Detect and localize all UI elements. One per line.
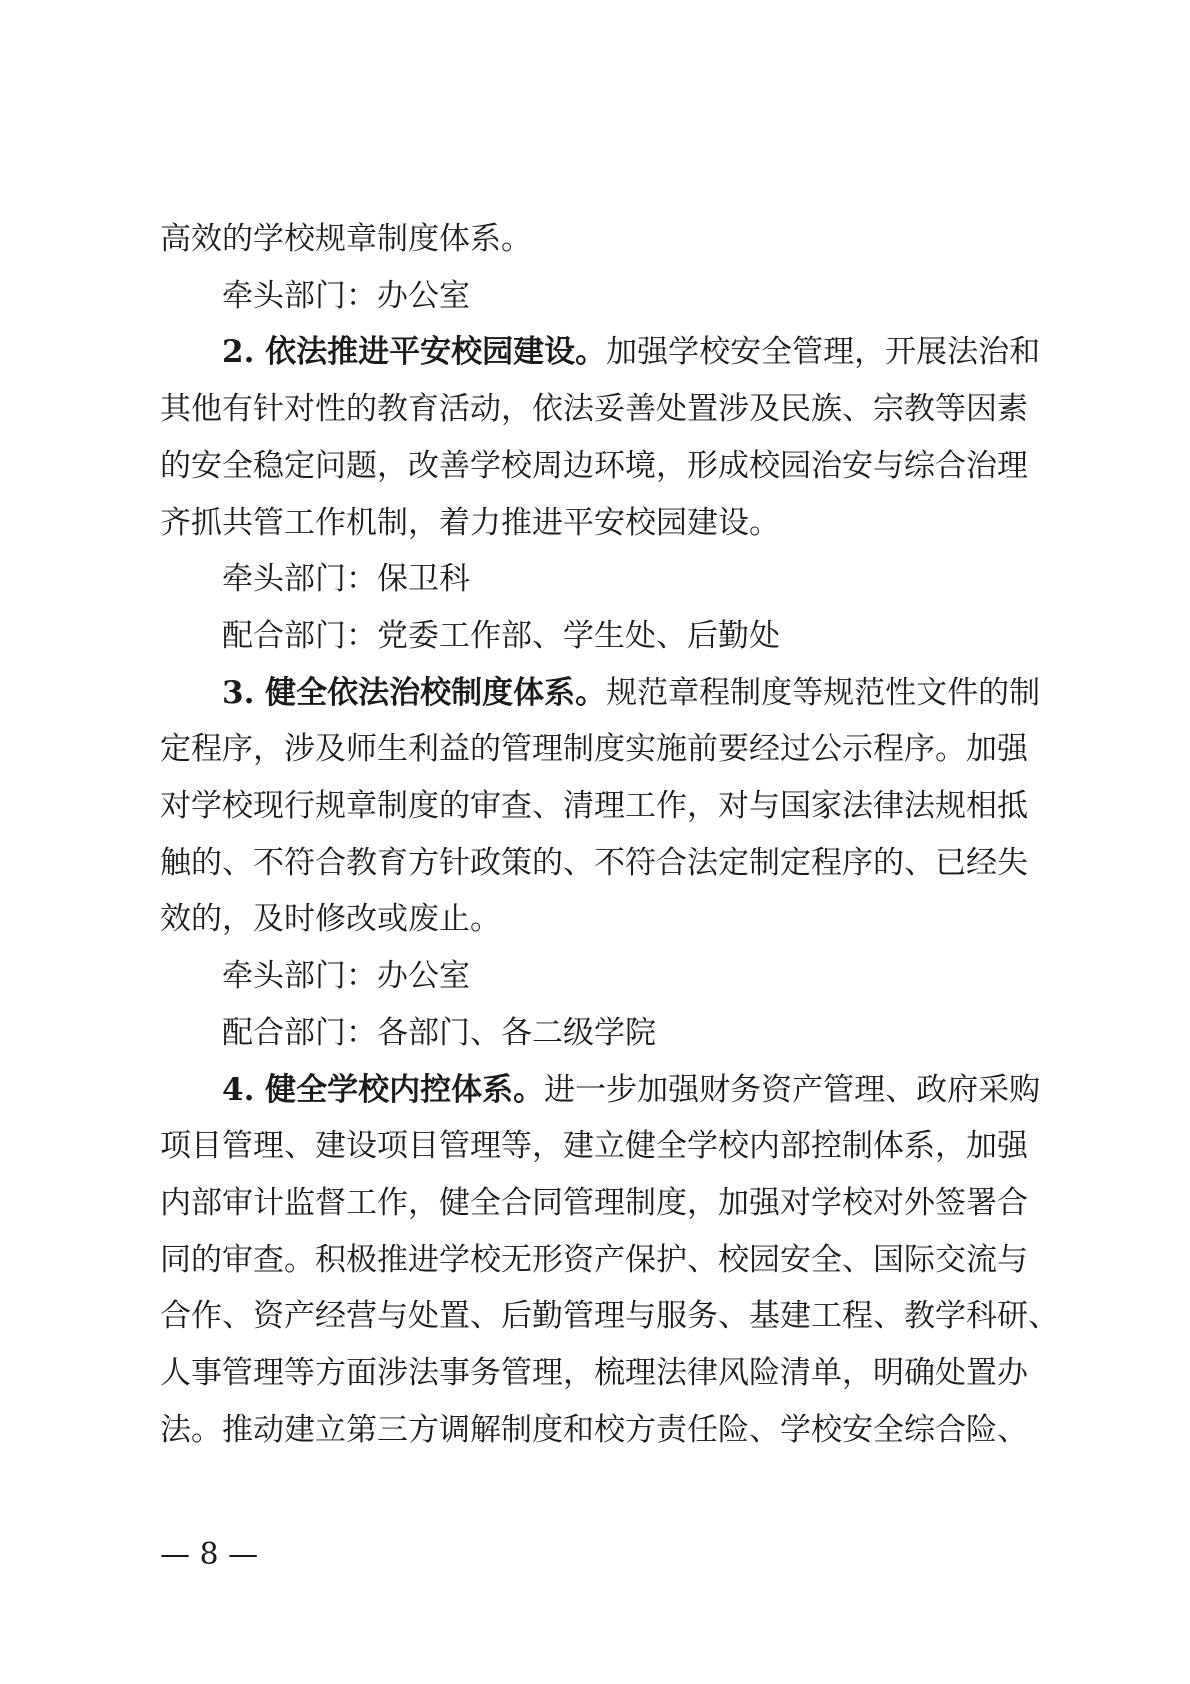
lead-departments: 牵头部门：办公室 <box>222 958 470 995</box>
text-line: 触的、不符合教育方针政策的、不符合法定制定程序的、已经失 <box>160 844 1028 881</box>
item-paragraph <box>160 1062 1059 1459</box>
text-line: 项目管理、建设项目管理等，建立健全学校内部控制体系，加强 <box>160 1128 1028 1165</box>
item-paragraph <box>160 665 1041 949</box>
item-3 <box>160 665 1041 1062</box>
text-line: 定程序，涉及师生利益的管理制度实施前要经过公示程序。加强 <box>160 731 1028 768</box>
text-line: 同的审查。积极推进学校无形资产保护、校园安全、国际交流与 <box>160 1241 1028 1278</box>
document-body <box>160 211 1059 1458</box>
text-line: 内部审计监督工作，健全合同管理制度，加强对学校对外签署合 <box>160 1184 1028 1221</box>
cooperating-departments: 配合部门：党委工作部、学生处、后勤处 <box>222 617 780 654</box>
item-4 <box>160 1062 1059 1459</box>
text-line: 的安全稳定问题，改善学校周边环境，形成校园治安与综合治理 <box>160 447 1028 484</box>
item-heading: 3. 健全依法治校制度体系。 <box>222 674 607 711</box>
lead-departments: 牵头部门：保卫科 <box>222 561 470 598</box>
item-heading: 2. 依法推进平安校园建设。 <box>222 334 607 371</box>
lead-departments: 牵头部门：办公室 <box>222 277 470 314</box>
page-number: — 8 — <box>160 1537 259 1572</box>
text-line: 4. 健全学校内控体系。进一步加强财务资产管理、政府采购 <box>222 1071 1041 1108</box>
item-2 <box>160 324 1041 664</box>
text-line: 法。推动建立第三方调解制度和校方责任险、学校安全综合险、 <box>160 1411 1028 1448</box>
text-line: 效的，及时修改或废止。 <box>160 901 501 938</box>
text-line: 2. 依法推进平安校园建设。加强学校安全管理，开展法治和 <box>222 334 1041 371</box>
cooperating-departments: 配合部门：各部门、各二级学院 <box>222 1014 656 1051</box>
text-line: 齐抓共管工作机制，着力推进平安校园建设。 <box>160 504 780 541</box>
text-line: 其他有针对性的教育活动，依法妥善处置涉及民族、宗教等因素 <box>160 391 1028 428</box>
item-heading: 4. 健全学校内控体系。 <box>222 1071 545 1108</box>
text-line: 合作、资产经营与处置、后勤管理与服务、基建工程、教学科研、 <box>160 1298 1059 1335</box>
continuation-paragraph <box>160 211 1035 268</box>
text-line: 人事管理等方面涉法事务管理，梳理法律风险清单，明确处置办 <box>160 1355 1028 1392</box>
text-line: 对学校现行规章制度的审查、清理工作，对与国家法律法规相抵 <box>160 788 1028 825</box>
text-line: 高效的学校规章制度体系。 <box>160 221 532 257</box>
text-line: 3. 健全依法治校制度体系。规范章程制度等规范性文件的制 <box>222 674 1041 711</box>
item-paragraph <box>160 324 1041 551</box>
